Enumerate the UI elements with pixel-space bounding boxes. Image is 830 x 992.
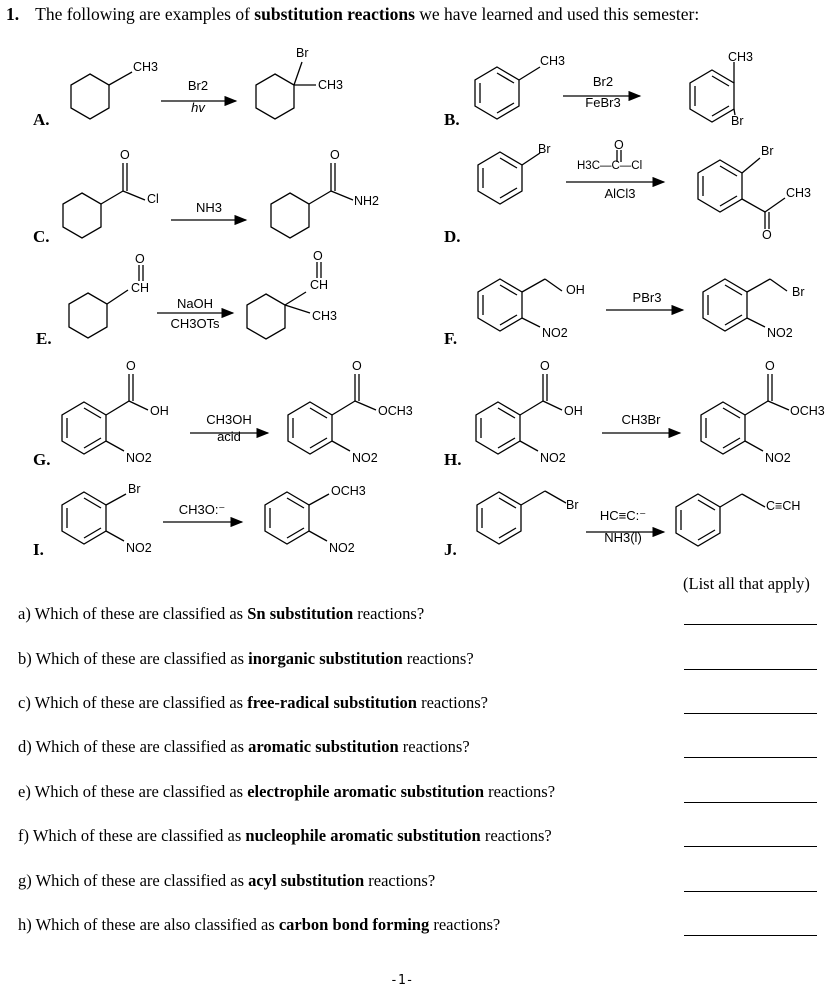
cyclohexane-ring <box>71 74 109 119</box>
answer-blank-a[interactable] <box>684 606 817 625</box>
question-b <box>18 649 474 669</box>
benzene-ring <box>676 494 720 546</box>
substituent-label: OH <box>564 404 583 418</box>
question-text: h) Which of these are also classified as <box>18 915 279 934</box>
cyclohexane-ring <box>63 193 101 238</box>
substituent-label: NH2 <box>354 194 380 208</box>
reaction-label: I. <box>33 540 44 559</box>
cyclohexane-ring <box>256 74 294 119</box>
question-keyword: Sn substitution <box>247 604 354 623</box>
substituent-label: CH <box>310 278 329 292</box>
substituent-label: Br <box>538 142 551 156</box>
benzene-ring <box>288 402 332 454</box>
substituent-label: OCH3 <box>378 404 413 418</box>
reaction-i-drawing <box>62 492 329 544</box>
question-number: 1. <box>6 4 20 24</box>
answer-blank-d[interactable] <box>684 739 817 758</box>
reagent-line: acid <box>217 429 241 444</box>
reagent-line: FeBr3 <box>585 95 621 110</box>
substituent-label: C≡CH <box>766 499 801 513</box>
question-keyword: inorganic substitution <box>248 649 403 668</box>
question-c <box>18 693 488 713</box>
substituent-label: NO2 <box>126 541 152 555</box>
atom-label: O <box>765 359 775 373</box>
reaction-label: J. <box>444 540 457 559</box>
question-text: g) Which of these are classified as <box>18 871 249 890</box>
substituent-label: CH3 <box>133 60 159 74</box>
atom-label: O <box>614 138 624 152</box>
reagent-block <box>585 186 655 202</box>
cyclohexane-ring <box>247 294 285 339</box>
substituent-label: Br <box>296 46 309 60</box>
question-h <box>18 915 500 935</box>
question-text-end: reactions? <box>402 649 474 668</box>
substituent-label: OCH3 <box>790 404 825 418</box>
reagent-line: NH3(l) <box>604 530 642 545</box>
question-keyword: electrophile aromatic substitution <box>247 782 485 801</box>
reagent-line: CH3OH <box>206 412 252 427</box>
atom-label: O <box>313 249 323 263</box>
atom-label: O <box>540 359 550 373</box>
substituent-label: Br <box>566 498 579 512</box>
substituent-label: NO2 <box>540 451 566 465</box>
question-keyword: acyl substitution <box>248 871 365 890</box>
substituent-label: NO2 <box>352 451 378 465</box>
reagent-block <box>612 290 682 306</box>
reaction-label: F. <box>444 329 458 348</box>
benzene-ring <box>703 279 747 331</box>
reagent-acyl-chloride: H3C—C—Cl <box>577 160 643 172</box>
reagent-block <box>166 502 238 518</box>
reagent-line: Br2 <box>187 78 209 93</box>
benzene-ring <box>701 402 745 454</box>
answer-blank-e[interactable] <box>684 784 817 803</box>
question-keyword: carbon bond forming <box>278 915 430 934</box>
header-text-end: we have learned and used this semester: <box>414 4 700 24</box>
question-text-end: reactions? <box>484 782 556 801</box>
benzene-ring <box>265 492 309 544</box>
substituent-label: Br <box>792 285 805 299</box>
atom-label: O <box>762 228 772 242</box>
reaction-label: E. <box>36 329 52 348</box>
reagent-block <box>176 200 242 216</box>
answer-blank-f[interactable] <box>684 828 817 847</box>
question-text: f) Which of these are classified as <box>18 826 246 845</box>
benzene-ring <box>478 152 522 204</box>
benzene-ring <box>698 160 742 212</box>
answer-blank-g[interactable] <box>684 873 817 892</box>
reagent-line: CH3Br <box>621 412 661 427</box>
substituent-label: CH3 <box>318 78 344 92</box>
substituent-label: CH <box>131 281 150 295</box>
reagent-line: NH3 <box>195 200 222 215</box>
question-text: c) Which of these are classified as <box>18 693 248 712</box>
page-number: -1- <box>390 973 414 988</box>
question-f <box>18 826 552 846</box>
list-all-note: (List all that apply) <box>683 574 810 593</box>
benzene-ring <box>478 279 522 331</box>
benzene-ring <box>62 402 106 454</box>
substituent-label: CH3 <box>540 54 566 68</box>
cyclohexane-ring <box>69 293 107 338</box>
atom-label: O <box>120 148 130 162</box>
atom-label: O <box>330 148 340 162</box>
reagent-block <box>586 508 660 546</box>
answer-blank-b[interactable] <box>684 651 817 670</box>
substituent-label: Br <box>731 114 744 128</box>
question-keyword: nucleophile aromatic substitution <box>245 826 481 845</box>
substituent-label: CH3 <box>312 309 338 323</box>
reagent-block <box>194 412 264 445</box>
question-text-end: reactions? <box>416 693 488 712</box>
question-text-end: reactions? <box>429 915 501 934</box>
question-text-end: reactions? <box>398 737 470 756</box>
question-keyword: free-radical substitution <box>247 693 417 712</box>
substituent-label: NO2 <box>329 541 355 555</box>
substituent-label: Br <box>761 144 774 158</box>
question-d <box>18 737 470 757</box>
reagent-line: hv <box>191 100 205 115</box>
question-g <box>18 871 435 891</box>
reagent-line: NaOH <box>176 296 214 311</box>
reagent-line: CH3OTs <box>170 316 220 331</box>
substituent-label: NO2 <box>767 326 793 340</box>
substituent-label: OH <box>566 283 585 297</box>
reaction-label: G. <box>33 450 51 469</box>
header-bold-text: substitution reactions <box>254 4 415 24</box>
reagent-line: Br2 <box>592 74 614 89</box>
reagent-line: HC≡C:⁻ <box>599 508 647 523</box>
substituent-label: Br <box>128 482 141 496</box>
question-e <box>18 782 555 802</box>
cyclohexane-ring <box>271 193 309 238</box>
reagent-line: PBr3 <box>632 290 662 305</box>
answer-blank-h[interactable] <box>684 917 817 936</box>
question-text-end: reactions? <box>353 604 425 623</box>
question-text: b) Which of these are classified as <box>18 649 249 668</box>
substituent-label: OH <box>150 404 169 418</box>
answer-blank-c[interactable] <box>684 695 817 714</box>
substituent-label: Cl <box>147 192 159 206</box>
reaction-label: D. <box>444 227 461 246</box>
benzene-ring <box>690 70 734 122</box>
question-text: d) Which of these are classified as <box>18 737 249 756</box>
atom-label: O <box>126 359 136 373</box>
reaction-label: H. <box>444 450 462 469</box>
reagent-block <box>568 74 638 111</box>
benzene-ring <box>477 492 521 544</box>
reaction-label: B. <box>444 110 460 129</box>
question-keyword: aromatic substitution <box>248 737 399 756</box>
substituent-label: NO2 <box>126 451 152 465</box>
atom-label: O <box>135 252 145 266</box>
reagent-line: CH3O:⁻ <box>178 502 226 517</box>
benzene-ring <box>476 402 520 454</box>
substituent-label: CH3 <box>786 186 812 200</box>
question-text-end: reactions? <box>364 871 436 890</box>
substituent-label: NO2 <box>542 326 568 340</box>
substituent-label: CH3 <box>728 50 754 64</box>
reagent-block <box>606 412 676 428</box>
reagent-line: AlCl3 <box>604 186 636 201</box>
reagent-block <box>162 78 234 116</box>
reaction-label: A. <box>33 110 50 129</box>
question-text: e) Which of these are classified as <box>18 782 248 801</box>
question-text: a) Which of these are classified as <box>18 604 248 623</box>
benzene-ring <box>475 67 519 119</box>
benzene-ring <box>62 492 106 544</box>
question-a <box>18 604 424 624</box>
header-text: The following are examples of <box>35 4 255 24</box>
substituent-label: OCH3 <box>331 484 366 498</box>
substituent-label: NO2 <box>765 451 791 465</box>
reaction-label: C. <box>33 227 50 246</box>
atom-label: O <box>352 359 362 373</box>
reagent-block <box>160 296 230 332</box>
question-text-end: reactions? <box>480 826 552 845</box>
